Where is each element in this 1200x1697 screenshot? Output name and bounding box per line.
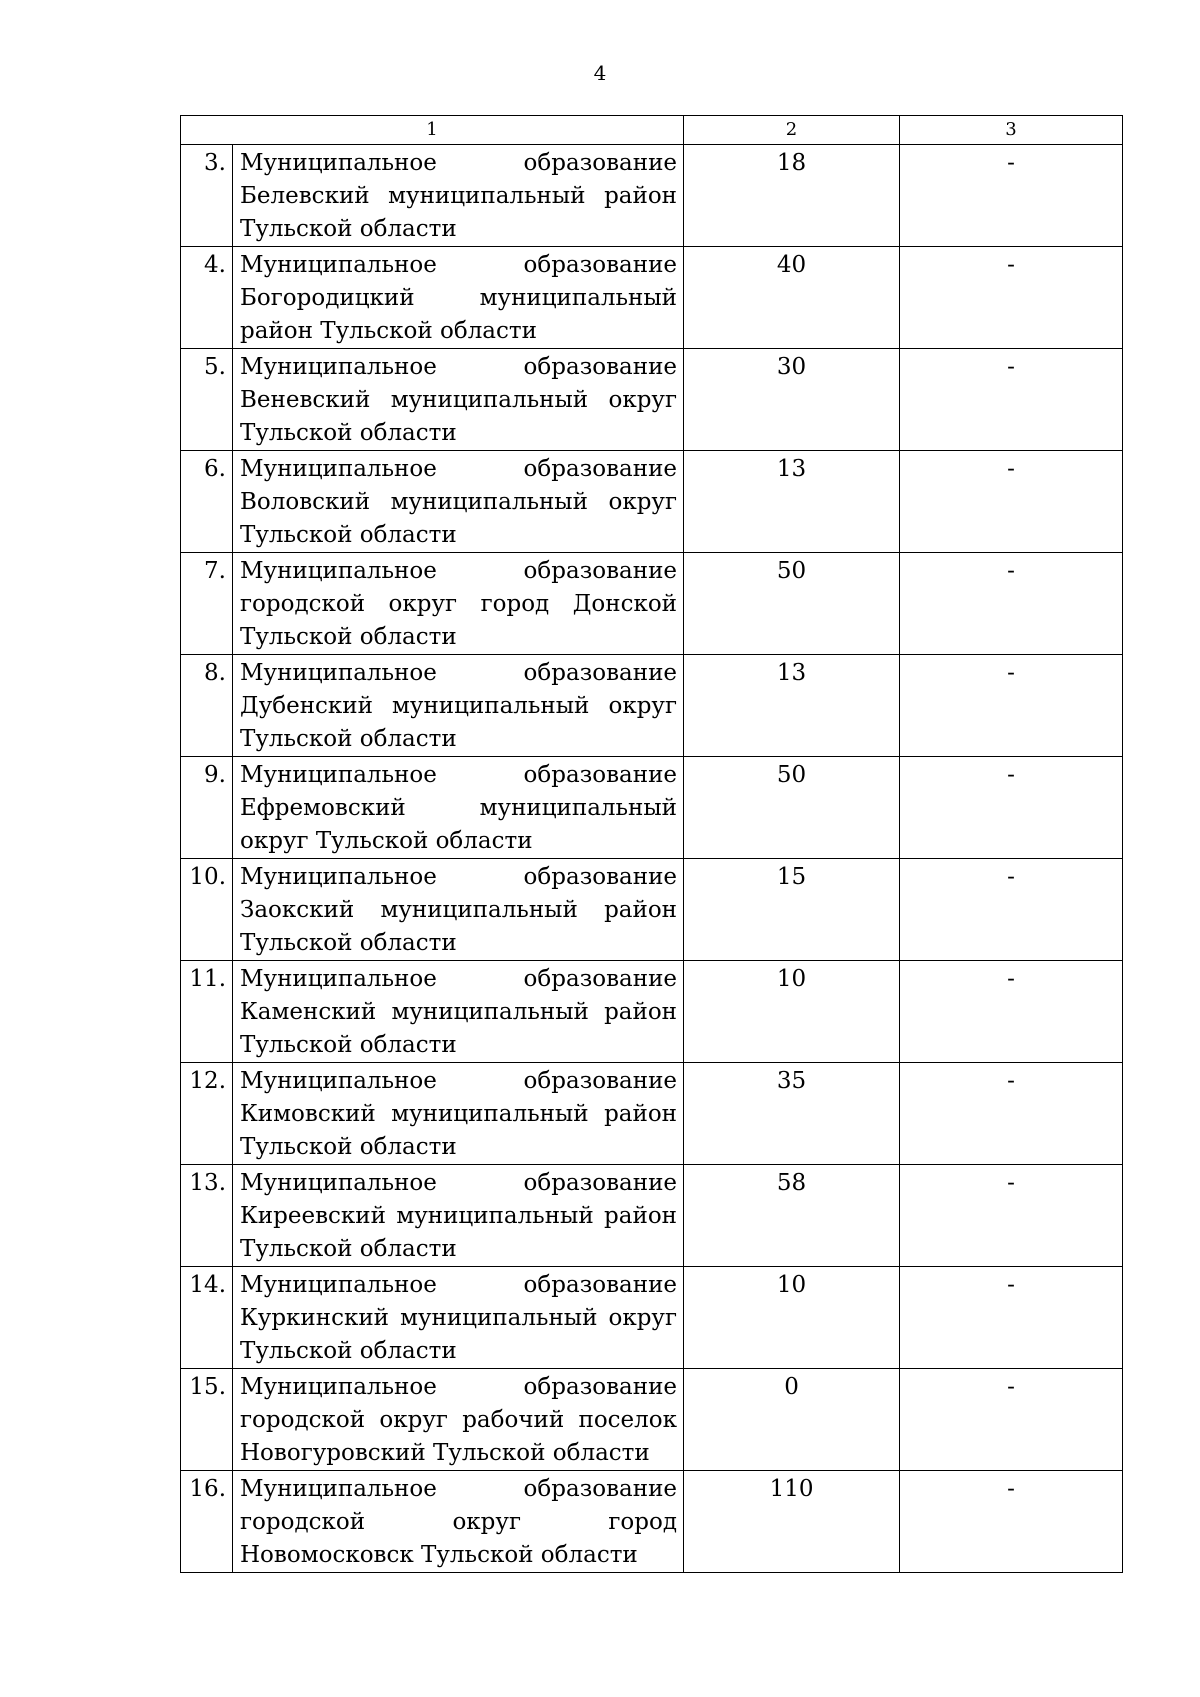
- municipality-name: Муниципальное образование Веневский муниципальный округ Тульской области: [233, 349, 684, 451]
- row-value: 50: [684, 553, 900, 655]
- table-row: [181, 553, 1123, 655]
- table-row: [181, 655, 1123, 757]
- municipality-name: Муниципальное образование Куркинский муниципальный округ Тульской области: [233, 1267, 684, 1369]
- column-header-3: 3: [900, 116, 1123, 145]
- municipality-name: Муниципальное образование Киреевский муниципальный район Тульской области: [233, 1165, 684, 1267]
- page-number: 4: [593, 61, 607, 85]
- row-value: 35: [684, 1063, 900, 1165]
- row-value: 13: [684, 451, 900, 553]
- table-header-row: [181, 116, 1123, 145]
- row-value: 10: [684, 1267, 900, 1369]
- row-extra: -: [900, 1267, 1123, 1369]
- row-value: 0: [684, 1369, 900, 1471]
- row-number: 8.: [181, 655, 233, 757]
- row-value: 50: [684, 757, 900, 859]
- table-row: [181, 1165, 1123, 1267]
- row-extra: -: [900, 553, 1123, 655]
- row-number: 6.: [181, 451, 233, 553]
- row-number: 12.: [181, 1063, 233, 1165]
- row-number: 14.: [181, 1267, 233, 1369]
- row-value: 18: [684, 145, 900, 247]
- row-value: 58: [684, 1165, 900, 1267]
- row-extra: -: [900, 859, 1123, 961]
- row-number: 3.: [181, 145, 233, 247]
- municipality-name: Муниципальное образование городской округ рабочий поселок Новогуровский Тульской области: [233, 1369, 684, 1471]
- row-number: 5.: [181, 349, 233, 451]
- table-row: [181, 1267, 1123, 1369]
- table-row: [181, 1369, 1123, 1471]
- table-row: [181, 757, 1123, 859]
- table-row: [181, 859, 1123, 961]
- row-value: 13: [684, 655, 900, 757]
- row-extra: -: [900, 1369, 1123, 1471]
- row-value: 110: [684, 1471, 900, 1573]
- municipality-name: Муниципальное образование Ефремовский муниципальный округ Тульской области: [233, 757, 684, 859]
- table-row: [181, 247, 1123, 349]
- table-row: [181, 1471, 1123, 1573]
- table-row: [181, 451, 1123, 553]
- row-number: 9.: [181, 757, 233, 859]
- municipality-name: Муниципальное образование Кимовский муниципальный район Тульской области: [233, 1063, 684, 1165]
- municipality-name: Муниципальное образование Богородицкий муниципальный район Тульской области: [233, 247, 684, 349]
- row-value: 15: [684, 859, 900, 961]
- row-value: 10: [684, 961, 900, 1063]
- municipality-name: Муниципальное образование Каменский муниципальный район Тульской области: [233, 961, 684, 1063]
- row-number: 7.: [181, 553, 233, 655]
- column-header-2: 2: [684, 116, 900, 145]
- row-extra: -: [900, 1063, 1123, 1165]
- row-extra: -: [900, 145, 1123, 247]
- row-extra: -: [900, 655, 1123, 757]
- row-number: 13.: [181, 1165, 233, 1267]
- row-extra: -: [900, 247, 1123, 349]
- row-extra: -: [900, 451, 1123, 553]
- allocation-table: [180, 115, 1123, 1573]
- municipality-name: Муниципальное образование городской округ город Донской Тульской области: [233, 553, 684, 655]
- row-number: 16.: [181, 1471, 233, 1573]
- municipality-name: Муниципальное образование городской округ город Новомосковск Тульской области: [233, 1471, 684, 1573]
- row-number: 11.: [181, 961, 233, 1063]
- row-extra: -: [900, 1165, 1123, 1267]
- municipality-name: Муниципальное образование Заокский муниципальный район Тульской области: [233, 859, 684, 961]
- row-value: 30: [684, 349, 900, 451]
- column-header-1: 1: [181, 116, 684, 145]
- municipality-name: Муниципальное образование Воловский муниципальный округ Тульской области: [233, 451, 684, 553]
- row-value: 40: [684, 247, 900, 349]
- row-number: 4.: [181, 247, 233, 349]
- table-row: [181, 145, 1123, 247]
- row-extra: -: [900, 1471, 1123, 1573]
- municipality-name: Муниципальное образование Белевский муниципальный район Тульской области: [233, 145, 684, 247]
- row-extra: -: [900, 349, 1123, 451]
- row-extra: -: [900, 961, 1123, 1063]
- municipality-name: Муниципальное образование Дубенский муниципальный округ Тульской области: [233, 655, 684, 757]
- table-row: [181, 961, 1123, 1063]
- table-row: [181, 1063, 1123, 1165]
- table-row: [181, 349, 1123, 451]
- row-number: 15.: [181, 1369, 233, 1471]
- row-extra: -: [900, 757, 1123, 859]
- row-number: 10.: [181, 859, 233, 961]
